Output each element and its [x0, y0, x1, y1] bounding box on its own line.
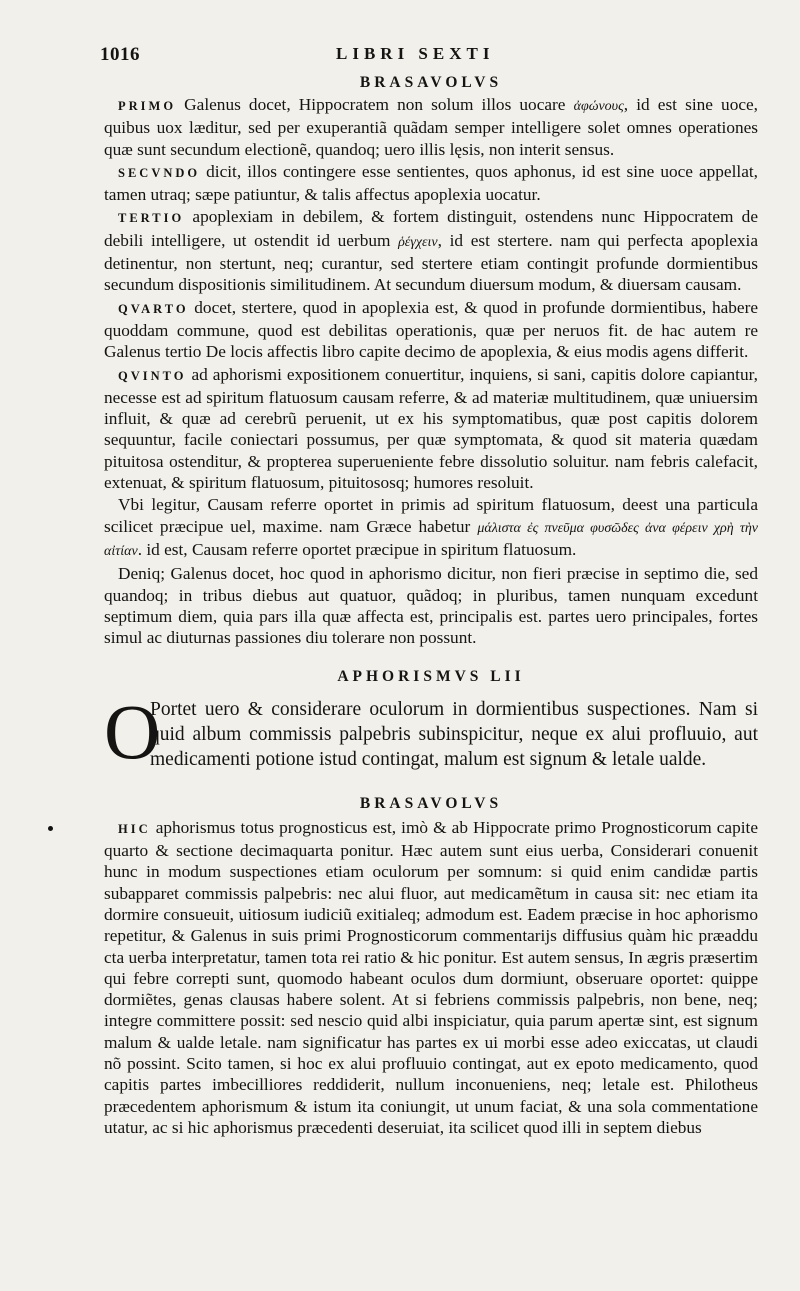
- paragraph-lead: HIC: [118, 821, 151, 836]
- paragraph-lead: QVINTO: [118, 368, 187, 383]
- paragraph-text: aphorismus totus prognosticus est, imò & ab Hippocrate primo Prognosticorum capite quarto & sectione decimaquarta ponitur. Hæc autem sunt eius uerba, Considerari conuenit hunc in modum suspectiones etiam oculorum per somnum: si quid enim candidæ partis subapparet commissis palpebris: nec alui fluor, aut medicamẽtum in causa sit: nec etiam ita dormire consueuit, uitiosum iudiciũ exitialeq; admodum est. Eadem præcise in hoc aphorismo repetitur, & Galenus in suis primi Prognosticorum commentarijs diffusius quàm hic præaddu cta uerba interpretatur, tamen tota rei ratio & hic ponitur. Est autem sensus, In ægris præsertim qui febre correpti sunt, quomodo habeant oculos dum dormiunt, obseruare oportet: quippe dormiẽtes, genas clausas habere solent. At si febriens commissis palpebris, non bene, neq; integre committere possit: sed nescio quid albi inspiciatur, quia parum apertæ sint, est signum malum & ualde letale. nam significatur has partes ex ui morbi esse adeo exiccatas, ut claudi nõ possint. Scito tamen, si hoc ex alui profluuio contingat, aut ex epoto medicamento, quod capitis partes imbecilliores reddiderit, nullum inconueniens, neq; letale est. Philotheus præcedentem aphorismum & istum ita coniungit, ut unum faciat, & una sola commentatione utatur, ac si hic aphorismus præcedenti deseruiat, ita scilicet quod illi in septem diebus: [104, 817, 758, 1137]
- paragraph-text: Deniq; Galenus docet, hoc quod in aphorismo dicitur, non fieri præcise in septimo die, sed quandoq; in tribus diebus aut quatuor, quãdoq; in pluribus, tamen nunquam excedunt septimum diem, quia pars illa quæ affecta est, principalis est. partes uero principales, fortes simul ac diuturnas passiones diu tolerare non possunt.: [104, 564, 758, 648]
- section-heading-brasavolus-1: BRASAVOLVS: [359, 74, 503, 91]
- drop-cap: O: [104, 688, 161, 776]
- paragraph-quarto: [104, 297, 758, 363]
- margin-ink-spot: [48, 826, 53, 831]
- paragraph-secundo: [104, 161, 758, 206]
- page-number: 1016: [100, 44, 140, 65]
- paragraph-lead: SECVNDO: [118, 165, 201, 180]
- aphorism-text: Portet uero & considerare oculorum in dormientibus suspectiones. Nam si quid album commissis palpebris subinspicitur, neque ex alui profluuio, aut medicamenti potione istud contingat, malum est signum & letale ualde.: [150, 699, 758, 771]
- paragraph-primo: [104, 94, 758, 160]
- paragraph-denique: [104, 563, 758, 648]
- paragraph-text: Vbi legitur, Causam referre oportet in primis ad spiritum flatuosum, deest una particula scilicet præcipue uel, maxime. nam Græce habetur: [104, 495, 758, 536]
- aphorism-text-block: [104, 688, 758, 776]
- paragraph-quinto: [104, 364, 758, 494]
- paragraph-text: apoplexiam in debilem, & fortem distinguit, ostendens nunc Hippocratem de debili intelligere, ut ostendit id uerbum: [104, 207, 758, 250]
- paragraph-text: ad aphorismi expositionem conuertitur, inquiens, si sani, capitis dolore capiantur, necesse est ad spiritum flatuosum causam referre, & ad materiæ multitudinem, quæ uniuersim influit, & quæ ad cerebrũ peruenit, ut ex his symptomatibus, quæ post capitis dolorem sequuntur, facile coniectari possumus, per quæ symptomata, & quod sit materia quædam pituitosa ostenditur, & propterea superueniente febre dissolutio soluitur. nam febris calefacit, extenuat, & spiritum flatuosum, pituitososq; humores resoluit.: [104, 364, 758, 493]
- running-head: [100, 44, 740, 68]
- paragraph-ubi-legitur: [104, 494, 758, 562]
- greek-word: ἀφώνους: [573, 99, 624, 114]
- page-body: [104, 74, 758, 1138]
- running-title: LIBRI SEXTI: [336, 44, 495, 63]
- paragraph-lead: TERTIO: [118, 211, 185, 226]
- paragraph-tertio: [104, 206, 758, 295]
- paragraph-hic: [104, 817, 758, 1138]
- paragraph-text: , id est sine uoce, quibus uox læditur, sed per exuperantiã quãdam semper intelligere solet omnes operationes quæ sunt secundum electionẽ, quandoq; uero illis lęsis, non interit sensus.: [104, 95, 758, 159]
- paragraph-text: docet, stertere, quod in apoplexia est, & quod in profunde dormientibus, habere quoddam commune, quod est debilitas operationis, quæ per neruos fit. de hac autem re Galenus tertio De locis affectis libro capite decimo de apoplexia, & eius modis agens differit.: [104, 297, 758, 362]
- greek-word: ῥέγχειν: [398, 234, 438, 250]
- greek-quotation: μάλιστα ἐς πνεῦμα φυσῶδες ἀνα φέρειν χρὴ τὴν αἰτίαν: [104, 520, 759, 559]
- paragraph-lead: QVARTO: [118, 301, 189, 316]
- paragraph-text: dicit, illos contingere esse sentientes, quos aphonus, id est sine uoce appellat, tamen utraq; sæpe patiuntur, & talis affectus apoplexia uocatur.: [104, 161, 758, 205]
- section-heading-brasavolus-2: BRASAVOLVS: [359, 794, 503, 812]
- paragraph-text: , id est stertere. nam qui perfecta apoplexia detinentur, non stertunt, neq; curantur, sed stertere etiam contingit profunde dormientibus secundum dispositionis similitudinem. At secundum diuersum modum, & diuersam causam.: [104, 230, 759, 295]
- aphorism-heading: APHORISMVS LII: [337, 668, 525, 686]
- paragraph-text: . id est, Causam referre oportet præcipue in spiritum flatuosum.: [137, 539, 577, 559]
- paragraph-lead: PRIMO: [118, 99, 177, 113]
- paragraph-text: Galenus docet, Hippocratem non solum illos uocare: [176, 95, 574, 114]
